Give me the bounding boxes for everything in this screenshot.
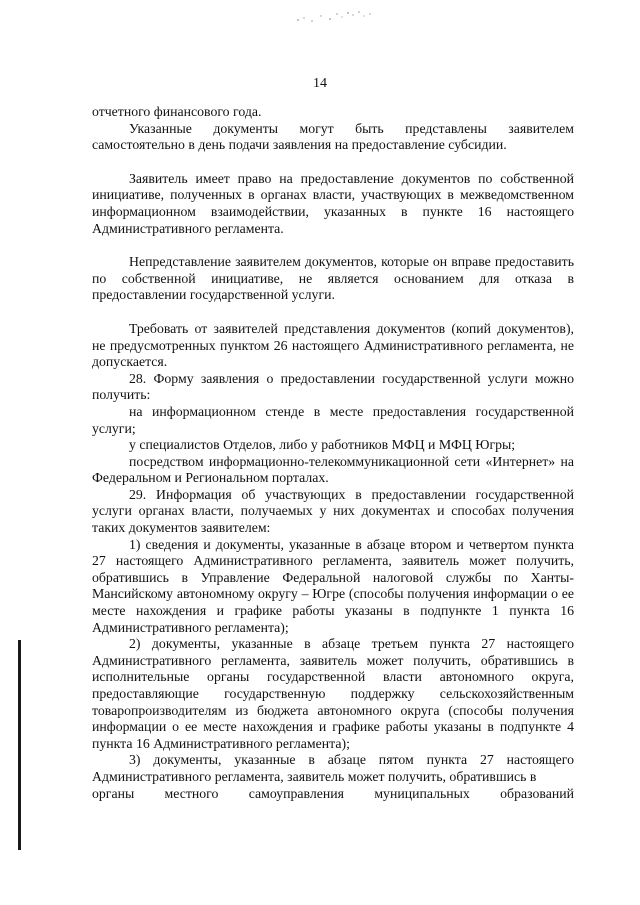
paragraph: Указанные документы могут быть представлены заявителем самостоятельно в день подачи заявления на предоставление субсидии. [92,120,574,153]
scan-artifact [290,6,380,28]
word: органы [92,785,135,801]
word: образований [500,785,574,801]
paragraph: посредством информационно-телекоммуникационной сети «Интернет» на Федеральном и Региональном порталах. [92,453,574,486]
paragraph: 29. Информация об участвующих в предоставлении государственной услуги органах власти, получаемых у них документах и способах получения таких документов заявителем: [92,486,574,536]
paragraph: Заявитель имеет право на предоставление документов по собственной инициативе, полученных в органах власти, участвующих в межведомственном информационном взаимодействии, указанных в пункте 16 настоящего Административного регламента. [92,170,574,236]
paragraph: 2) документы, указанные в абзаце третьем пункта 27 настоящего Административного регламента, заявитель может получить, обратившись в исполнительные органы государственной власти автономного округа, предоставляющие государственную поддержку сельскохозяйственным товаропроизводителям из бюджета автономного округа (способы получения информации о ее месте нахождения и графике работы указаны в подпункте 4 пункта 16 Административного регламента); [92,636,574,751]
paragraph: 1) сведения и документы, указанные в абзаце втором и четвертом пункта 27 настоящего Административного регламента, заявитель может получить, обратившись в Управление Федеральной налоговой службы по Ханты-Мансийскому автономному округу – Югре (способы получения информации о ее месте нахождения и графике работы указаны в подпункте 1 пункта 16 Административного регламента); [92,536,574,635]
paragraph: на информационном стенде в месте предоставления государственной услуги; [92,403,574,436]
scan-edge-mark [18,640,21,850]
paragraph: Требовать от заявителей представления документов (копий документов), не предусмотренных пунктом 26 настоящего Административного регламента, не допускается. [92,320,574,370]
paragraph: 3) документы, указанные в абзаце пятом пункта 27 настоящего Административного регламента, заявитель может получить, обратившись в [92,752,574,784]
paragraph-last-line [92,786,574,803]
word: муниципальных [374,785,470,801]
paragraph: 28. Форму заявления о предоставлении государственной услуги можно получить: [92,370,574,403]
word: местного [164,785,219,801]
document-body [92,104,574,802]
word: самоуправления [248,785,344,801]
paragraph: у специалистов Отделов, либо у работников МФЦ и МФЦ Югры; [129,437,516,453]
paragraph: отчетного финансового года. [92,104,262,119]
page-number: 14 [313,76,327,91]
paragraph: Непредставление заявителем документов, которые он вправе предоставить по собственной инициативе, не является основанием для отказа в предоставлении государственной услуги. [92,254,574,303]
